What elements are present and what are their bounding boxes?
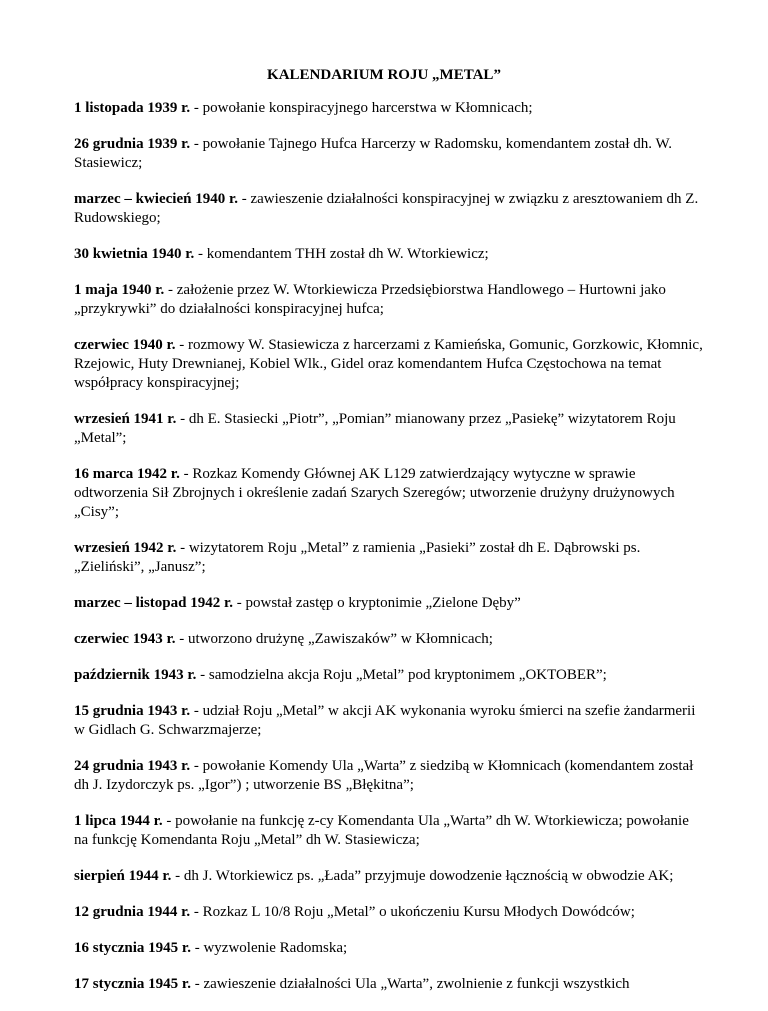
entry-date: 1 listopada 1939 r.: [74, 100, 191, 116]
entry-text: - powołanie konspiracyjnego harcerstwa w Kłomnicach;: [190, 100, 533, 116]
calendar-entry: [74, 812, 706, 850]
calendar-entry: [74, 281, 706, 319]
entry-date: 1 lipca 1944 r.: [74, 813, 163, 829]
calendar-entry: [74, 757, 706, 795]
entry-date: 26 grudnia 1939 r.: [74, 136, 191, 152]
entry-text: - założenie przez W. Wtorkiewicza Przedsiębiorstwa Handlowego – Hurtowni jako „przykrywki” do działalności konspiracyjnej hufca;: [74, 282, 666, 317]
entry-date: 24 grudnia 1943 r.: [74, 758, 191, 774]
entry-text: - dh J. Wtorkiewicz ps. „Łada” przyjmuje dowodzenie łącznością w obwodzie AK;: [171, 868, 674, 884]
calendar-entry: [74, 975, 706, 994]
entry-text: - dh E. Stasiecki „Piotr”, „Pomian” mianowany przez „Pasiekę” wizytatorem Roju „Metal”;: [74, 411, 676, 446]
entry-date: wrzesień 1941 r.: [74, 411, 177, 427]
entry-text: - Rozkaz Komendy Głównej AK L129 zatwierdzający wytyczne w sprawie odtworzenia Sił Zbrojnych i określenie zadań Szarych Szeregów; utworzenie drużyny drużynowych „Cisy”;: [74, 466, 675, 520]
calendar-entries: [74, 99, 706, 1011]
entry-text: - samodzielna akcja Roju „Metal” pod kryptonimem „OKTOBER”;: [196, 667, 607, 683]
calendar-entry: [74, 336, 706, 393]
entry-text: - zawieszenie działalności konspiracyjnej w związku z aresztowaniem dh Z. Rudowskiego;: [74, 191, 699, 226]
entry-text: - zawieszenie działalności Ula „Warta”, zwolnienie z funkcji wszystkich: [190, 976, 630, 992]
entry-text: - wizytatorem Roju „Metal” z ramienia „Pasieki” został dh E. Dąbrowski ps. „Zieliński”, „Janusz”;: [74, 540, 641, 575]
calendar-entry: [74, 135, 706, 173]
calendar-entry: [74, 666, 706, 685]
calendar-entry: [74, 539, 706, 577]
entry-date: marzec – kwiecień 1940 r.: [74, 191, 238, 207]
calendar-entry: [74, 99, 706, 118]
calendar-entry: [74, 630, 706, 649]
entry-text: - powstał zastęp o kryptonimie „Zielone Dęby”: [233, 595, 521, 611]
calendar-entry: [74, 903, 706, 922]
calendar-entry: [74, 190, 706, 228]
entry-date: czerwiec 1943 r.: [74, 631, 176, 647]
entry-date: 30 kwietnia 1940 r.: [74, 246, 195, 262]
entry-date: 15 grudnia 1943 r.: [74, 703, 191, 719]
entry-text: - powołanie na funkcję z-cy Komendanta Ula „Warta” dh W. Wtorkiewicza; powołanie na funkcję Komendanta Roju „Metal” dh W. Stasiewicza;: [74, 813, 689, 848]
entry-date: październik 1943 r.: [74, 667, 197, 683]
entry-date: 16 stycznia 1945 r.: [74, 940, 191, 956]
calendar-entry: [74, 465, 706, 522]
calendar-entry: [74, 245, 706, 264]
entry-date: 12 grudnia 1944 r.: [74, 904, 191, 920]
entry-text: - powołanie Komendy Ula „Warta” z siedzibą w Kłomnicach (komendantem został dh J. Izydorczyk ps. „Igor”) ; utworzenie BS „Błękitna”;: [74, 758, 694, 793]
entry-date: 17 stycznia 1945 r.: [74, 976, 191, 992]
entry-text: - wyzwolenie Radomska;: [190, 940, 348, 956]
entry-date: 1 maja 1940 r.: [74, 282, 165, 298]
entry-text: - utworzono drużynę „Zawiszaków” w Kłomnicach;: [175, 631, 493, 647]
entry-text: - rozmowy W. Stasiewicza z harcerzami z Kamieńska, Gomunic, Gorzkowic, Kłomnic, Rzejowic, Huty Drewnianej, Kobiel Wlk., Gidel oraz komendantem Hufca Częstochowa na temat współpracy konspiracyjnej;: [74, 337, 703, 391]
calendar-entry: [74, 702, 706, 740]
calendar-entry: [74, 867, 706, 886]
entry-text: - Rozkaz L 10/8 Roju „Metal” o ukończeniu Kursu Młodych Dowódców;: [190, 904, 635, 920]
page-title: KALENDARIUM ROJU „METAL”: [267, 67, 501, 83]
calendar-entry: [74, 594, 706, 613]
calendar-entry: [74, 939, 706, 958]
entry-date: wrzesień 1942 r.: [74, 540, 177, 556]
entry-date: czerwiec 1940 r.: [74, 337, 176, 353]
entry-date: 16 marca 1942 r.: [74, 466, 180, 482]
calendar-entry: [74, 410, 706, 448]
entry-date: sierpień 1944 r.: [74, 868, 172, 884]
entry-text: - powołanie Tajnego Hufca Harcerzy w Radomsku, komendantem został dh. W. Stasiewicz;: [74, 136, 673, 171]
entry-text: - komendantem THH został dh W. Wtorkiewicz;: [194, 246, 489, 262]
entry-text: - udział Roju „Metal” w akcji AK wykonania wyroku śmierci na szefie żandarmerii w Gidlach G. Schwarzmajerze;: [74, 703, 696, 738]
entry-date: marzec – listopad 1942 r.: [74, 595, 234, 611]
